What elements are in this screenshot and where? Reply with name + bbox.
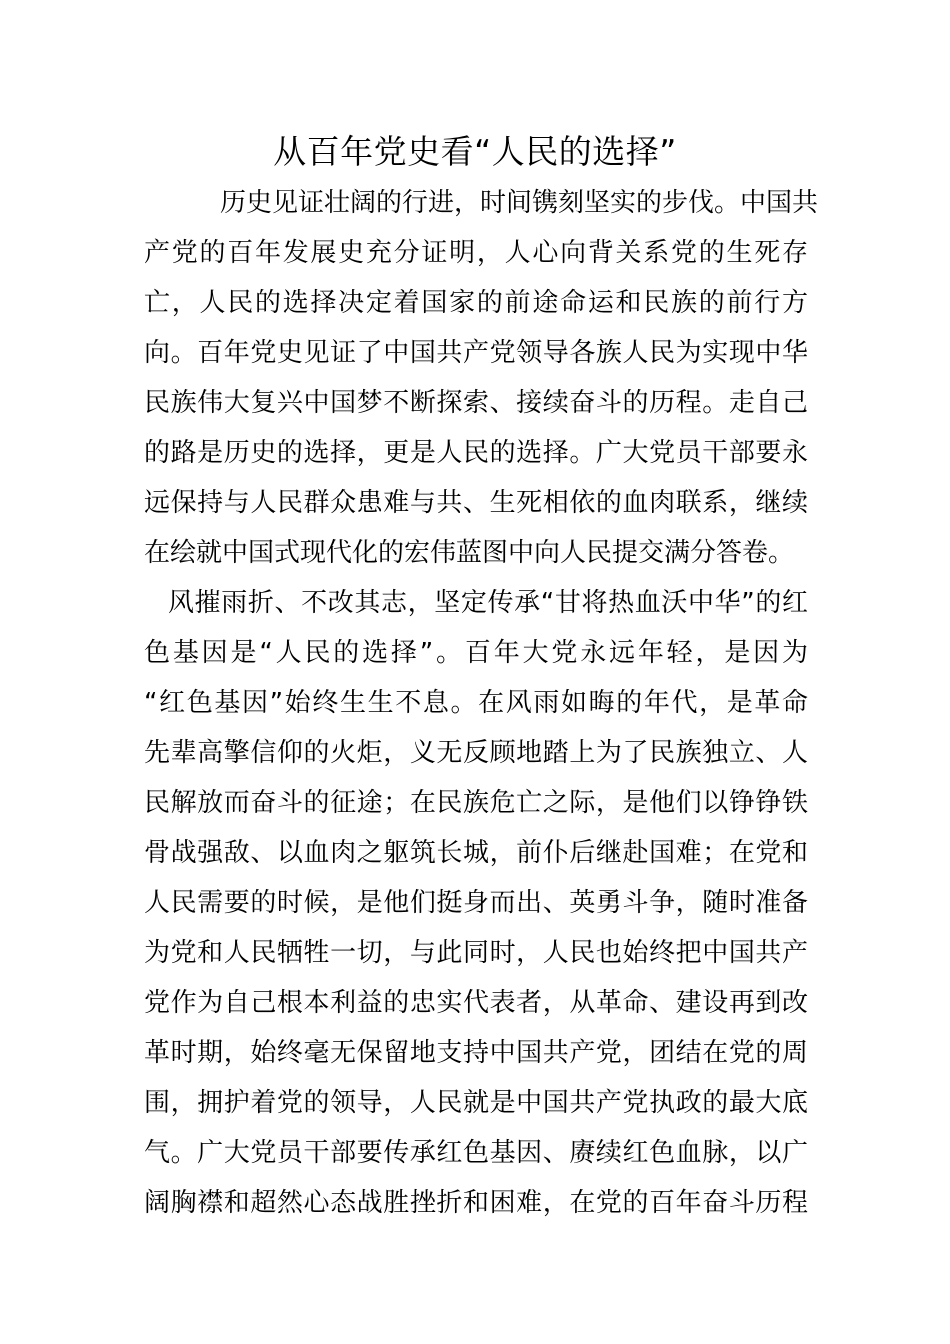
paragraph-line: 革时期，始终毫无保留地支持中国共产党，团结在党的周: [144, 1038, 808, 1068]
paragraph-2: [144, 578, 808, 1228]
paragraph-line: 民族伟大复兴中国梦不断探索、接续奋斗的历程。走自己: [144, 388, 808, 418]
paragraph-line: 阔胸襟和超然心态战胜挫折和困难，在党的百年奋斗历程: [144, 1188, 808, 1218]
paragraph-line: 在绘就中国式现代化的宏伟蓝图中向人民提交满分答卷。: [144, 538, 795, 568]
paragraph-line: 的路是历史的选择，更是人民的选择。广大党员干部要永: [144, 438, 808, 468]
paragraph-line: 人民需要的时候，是他们挺身而出、英勇斗争，随时准备: [144, 888, 808, 918]
paragraph-line: 先辈高擎信仰的火炬，义无反顾地踏上为了民族独立、人: [144, 738, 808, 768]
paragraph-line: 向。百年党史见证了中国共产党领导各族人民为实现中华: [144, 338, 808, 368]
paragraph-line: 民解放而奋斗的征途；在民族危亡之际，是他们以铮铮铁: [144, 788, 808, 818]
document-title: 从百年党史看“人民的选择”: [273, 132, 677, 171]
paragraph-line: 围，拥护着党的领导，人民就是中国共产党执政的最大底: [144, 1088, 808, 1118]
paragraph-line: “红色基因”始终生生不息。在风雨如晦的年代，是革命: [144, 688, 808, 718]
paragraph-line: 气。广大党员干部要传承红色基因、赓续红色血脉，以广: [144, 1138, 808, 1168]
document-body: [144, 178, 819, 1228]
paragraph-line: 产党的百年发展史充分证明，人心向背关系党的生死存: [144, 238, 808, 268]
paragraph-line: 色基因是“人民的选择”。百年大党永远年轻，是因为: [144, 638, 808, 668]
paragraph-line: 亡，人民的选择决定着国家的前途命运和民族的前行方: [144, 288, 808, 318]
paragraph-1: [144, 178, 819, 578]
paragraph-line: 历史见证壮阔的行进，时间镌刻坚实的步伐。中国共: [220, 188, 819, 218]
paragraph-line: 为党和人民牺牲一切，与此同时，人民也始终把中国共产: [144, 938, 808, 968]
paragraph-line: 风摧雨折、不改其志，坚定传承“甘将热血沃中华”的红: [168, 588, 808, 618]
paragraph-line: 党作为自己根本利益的忠实代表者，从革命、建设再到改: [144, 988, 808, 1018]
paragraph-line: 远保持与人民群众患难与共、生死相依的血肉联系，继续: [144, 488, 808, 518]
paragraph-line: 骨战强敌、以血肉之躯筑长城，前仆后继赴国难；在党和: [144, 838, 808, 868]
